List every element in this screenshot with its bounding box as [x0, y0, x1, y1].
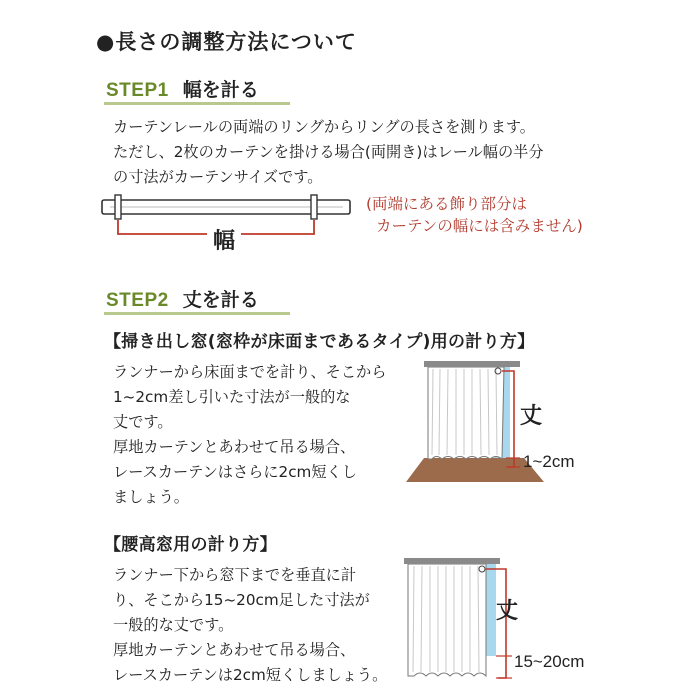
step1-note: [366, 193, 583, 237]
step1-underline: [104, 102, 290, 105]
section2-line: レースカーテンは2cm短くしましょう。: [113, 666, 388, 684]
left-ring: [115, 195, 121, 219]
section1-line: ましょう。: [113, 488, 189, 506]
note-line: (両端にある飾り部分は: [366, 195, 528, 213]
step2-number: STEP2: [106, 290, 169, 311]
section1-line: レースカーテンはさらに2cm短くし: [113, 463, 357, 481]
section1-line: 1~2cm差し引いた寸法が一般的な: [113, 388, 351, 406]
section2-heading: 【腰高窓用の計り方】: [104, 535, 277, 555]
curtain: [408, 564, 486, 676]
step2-heading: [106, 285, 259, 312]
step1-line: カーテンレールの両端のリングからリングの長さを測ります。: [113, 118, 535, 136]
rail: [424, 361, 520, 367]
step1-heading: [106, 75, 259, 102]
step1-description: [113, 115, 544, 190]
step1-label: 幅を計る: [182, 79, 259, 101]
section1-heading: 【掃き出し窓(窓枠が床面まであるタイプ)用の計り方】: [104, 332, 535, 352]
section2-line: 厚地カーテンとあわせて吊る場合、: [113, 641, 356, 659]
section2-description: [113, 563, 387, 688]
section1-length-label: 丈: [520, 404, 543, 429]
section2-line: り、そこから15~20cm足した寸法が: [113, 591, 370, 609]
section2-line: ランナー下から窓下までを垂直に計: [113, 566, 356, 584]
step2-label: 丈を計る: [182, 289, 259, 311]
step2-underline: [104, 312, 290, 315]
right-ring: [311, 195, 317, 219]
section1-line: 丈です。: [113, 413, 173, 431]
section1-gap-label: 1~2cm: [523, 452, 575, 471]
section1-description: [113, 360, 386, 510]
step1-line: ただし、2枚のカーテンを掛ける場合(両開き)はレール幅の半分: [113, 143, 544, 161]
step1-line: の寸法がカーテンサイズです。: [113, 168, 323, 186]
section1-line: ランナーから床面までを計り、そこから: [113, 363, 387, 381]
width-label: 幅: [207, 224, 241, 255]
section1-line: 厚地カーテンとあわせて吊る場合、: [113, 438, 356, 456]
section2-gap-label: 15~20cm: [514, 652, 585, 671]
step1-number: STEP1: [106, 80, 169, 101]
note-line: カーテンの幅には含みません): [376, 217, 583, 235]
section2-length-label: 丈: [496, 599, 519, 624]
rail: [404, 558, 500, 564]
section2-line: 一般的な丈です。: [113, 616, 234, 634]
page-title: ●長さの調整方法について: [96, 30, 357, 54]
